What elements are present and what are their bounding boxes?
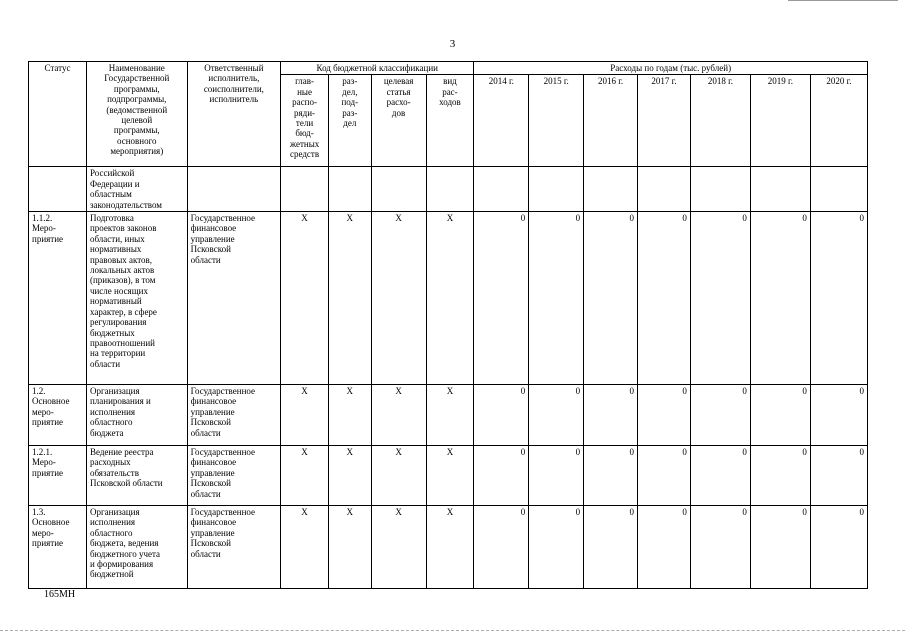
- scan-edge-top: [700, 0, 905, 4]
- row-status: 1.2. Основное меро- приятие: [29, 385, 87, 446]
- row-value-2017: [638, 167, 691, 212]
- row-value-2020: 0: [810, 212, 867, 385]
- header-code-target: целевая статья расхо- дов: [371, 75, 426, 167]
- row-value-2016: 0: [584, 506, 638, 589]
- row-value-2014: [474, 167, 529, 212]
- row-code-grbs: Х: [281, 385, 329, 446]
- row-code-section: [328, 167, 371, 212]
- row-name: Российской Федерации и областным законодательством: [86, 167, 187, 212]
- row-value-2015: 0: [529, 212, 584, 385]
- header-code-type: вид рас- ходов: [426, 75, 474, 167]
- row-code-type: Х: [426, 446, 474, 506]
- row-value-2017: 0: [638, 506, 691, 589]
- row-value-2015: 0: [529, 385, 584, 446]
- row-value-2018: [690, 167, 750, 212]
- row-value-2017: 0: [638, 385, 691, 446]
- table-row: [29, 506, 868, 589]
- row-value-2019: 0: [750, 212, 810, 385]
- header-year-2015: 2015 г.: [529, 75, 584, 167]
- row-code-target: Х: [371, 446, 426, 506]
- page-number: 3: [449, 38, 456, 50]
- table-row: [29, 385, 868, 446]
- header-budget-code: Код бюджетной классификации: [281, 62, 474, 75]
- row-value-2016: 0: [584, 385, 638, 446]
- row-code-target: Х: [371, 212, 426, 385]
- row-responsible: Государственное финансовое управление Псковской области: [187, 446, 281, 506]
- row-code-type: [426, 167, 474, 212]
- row-value-2015: 0: [529, 506, 584, 589]
- row-code-section: Х: [328, 385, 371, 446]
- row-code-grbs: [281, 167, 329, 212]
- header-year-2019: 2019 г.: [750, 75, 810, 167]
- header-year-2014: 2014 г.: [474, 75, 529, 167]
- header-year-2020: 2020 г.: [810, 75, 867, 167]
- row-value-2016: 0: [584, 212, 638, 385]
- row-value-2015: [529, 167, 584, 212]
- table-row: [29, 212, 868, 385]
- row-code-type: Х: [426, 212, 474, 385]
- row-name: Организация планирования и исполнения областного бюджета: [86, 385, 187, 446]
- header-year-2016: 2016 г.: [584, 75, 638, 167]
- row-responsible: Государственное финансовое управление Псковской области: [187, 385, 281, 446]
- row-code-type: Х: [426, 385, 474, 446]
- row-value-2017: 0: [638, 446, 691, 506]
- row-value-2020: 0: [810, 446, 867, 506]
- document-code: 165МН: [44, 589, 76, 600]
- row-value-2020: 0: [810, 385, 867, 446]
- header-name: Наименование Государственной программы, подпрограммы, (ведомственной целевой программы, основного мероприятия): [86, 62, 187, 167]
- row-value-2018: 0: [690, 212, 750, 385]
- row-value-2014: 0: [474, 212, 529, 385]
- row-value-2017: 0: [638, 212, 691, 385]
- row-code-type: Х: [426, 506, 474, 589]
- header-code-grbs: глав- ные распо- ряди- тели бюд- жетных средств: [281, 75, 329, 167]
- row-responsible: Государственное финансовое управление Псковской области: [187, 212, 281, 385]
- row-status: 1.1.2. Меро- приятие: [29, 212, 87, 385]
- row-value-2020: 0: [810, 506, 867, 589]
- row-code-section: Х: [328, 212, 371, 385]
- row-status: 1.3. Основное меро- приятие: [29, 506, 87, 589]
- table-row: [29, 167, 868, 212]
- row-value-2019: 0: [750, 385, 810, 446]
- row-code-target: Х: [371, 506, 426, 589]
- row-value-2020: [810, 167, 867, 212]
- row-code-target: Х: [371, 385, 426, 446]
- row-status: [29, 167, 87, 212]
- row-code-grbs: Х: [281, 212, 329, 385]
- budget-table: [28, 61, 868, 589]
- row-value-2015: 0: [529, 446, 584, 506]
- row-code-grbs: Х: [281, 446, 329, 506]
- row-code-section: Х: [328, 446, 371, 506]
- row-name: Подготовка проектов законов области, иных нормативных правовых актов, локальных актов (приказов), в том числе носящих нормативный характер, в сфере регулирования бюджетных правоотношений на территории области: [86, 212, 187, 385]
- row-name: Организация исполнения областного бюджета, ведения бюджетного учета и формирования бюджетной: [86, 506, 187, 589]
- row-value-2019: 0: [750, 506, 810, 589]
- row-name: Ведение реестра расходных обязательств Псковской области: [86, 446, 187, 506]
- header-status: Статус: [29, 62, 87, 167]
- row-responsible: Государственное финансовое управление Псковской области: [187, 506, 281, 589]
- row-value-2018: 0: [690, 506, 750, 589]
- header-year-2017: 2017 г.: [638, 75, 691, 167]
- row-value-2018: 0: [690, 446, 750, 506]
- header-code-section: раз- дел, под- раз- дел: [328, 75, 371, 167]
- row-value-2016: [584, 167, 638, 212]
- table-row: [29, 446, 868, 506]
- row-value-2018: 0: [690, 385, 750, 446]
- row-value-2014: 0: [474, 446, 529, 506]
- row-value-2014: 0: [474, 385, 529, 446]
- row-code-target: [371, 167, 426, 212]
- row-value-2016: 0: [584, 446, 638, 506]
- header-responsible: Ответственный исполнитель, соисполнители, исполнитель: [187, 62, 281, 167]
- row-value-2014: 0: [474, 506, 529, 589]
- row-code-section: Х: [328, 506, 371, 589]
- row-code-grbs: Х: [281, 506, 329, 589]
- row-value-2019: [750, 167, 810, 212]
- row-status: 1.2.1. Меро- приятие: [29, 446, 87, 506]
- row-responsible: [187, 167, 281, 212]
- header-year-2018: 2018 г.: [690, 75, 750, 167]
- header-expenses: Расходы по годам (тыс. рублей): [474, 62, 868, 75]
- row-value-2019: 0: [750, 446, 810, 506]
- scan-edge-bottom: [0, 630, 905, 635]
